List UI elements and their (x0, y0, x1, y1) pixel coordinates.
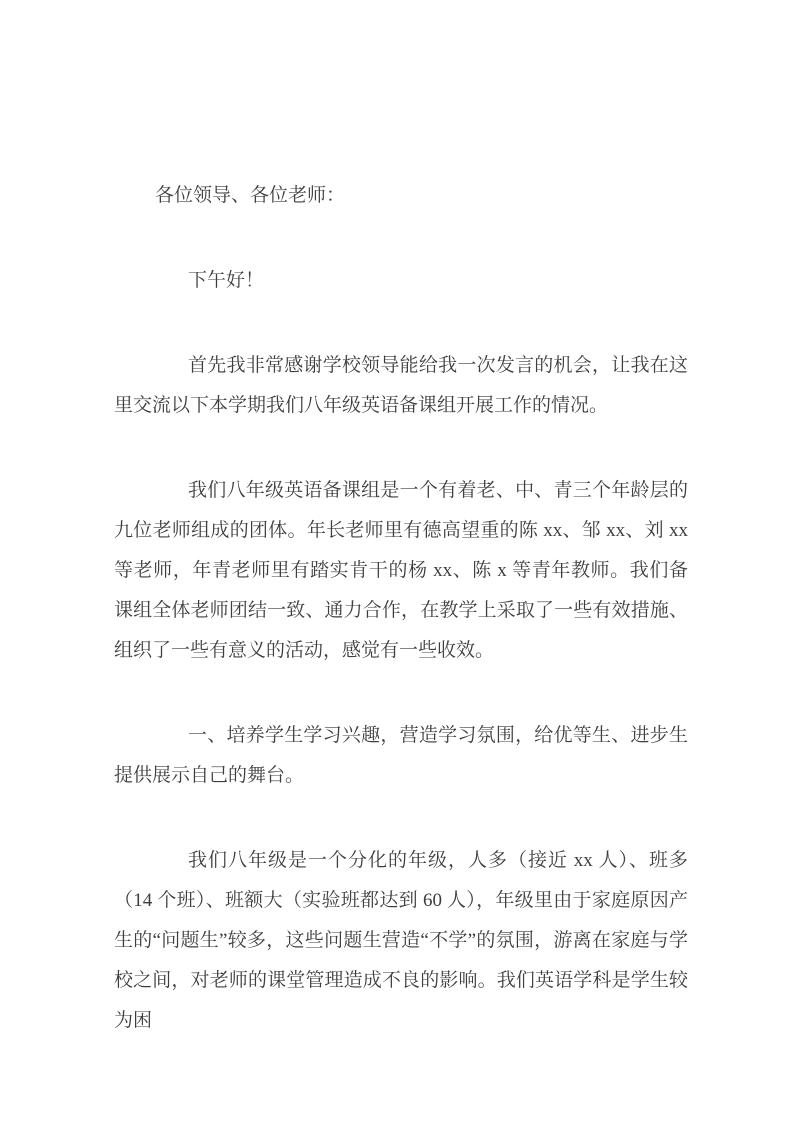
paragraph-intro: 首先我非常感谢学校领导能给我一次发言的机会，让我在这里交流以下本学期我们八年级英语备课组开展工作的情况。 (114, 355, 688, 416)
paragraph-salutation: 各位领导、各位老师： (155, 185, 346, 206)
paragraph-team-description: 我们八年级英语备课组是一个有着老、中、青三个年龄层的九位老师组成的团体。年长老师里有德高望重的陈 xx、邹 xx、刘 xx 等老师，年青老师里有踏实肯干的杨 xx、陈 x 等青年教师。我们备课组全体老师团结一致、通力合作，在教学上采取了一些有效措施、组织了一些有意义的活动，感觉有一些收效。 (114, 480, 688, 661)
paragraph-greeting: 下午好！ (188, 270, 265, 291)
paragraph-grade-situation: 我们八年级是一个分化的年级，人多（接近 xx 人）、班多（14 个班）、班额大（实验班都达到 60 人），年级里由于家庭原因产生的“问题生”较多，这些问题生营造“不学”的氛围，游离在家庭与学校之间，对老师的课堂管理造成不良的影响。我们英语学科是学生较为困 (114, 850, 688, 1031)
paragraph-section-heading: 一、培养学生学习兴趣，营造学习氛围，给优等生、进步生提供展示自己的舞台。 (114, 725, 688, 786)
document-text-block (114, 176, 688, 1041)
